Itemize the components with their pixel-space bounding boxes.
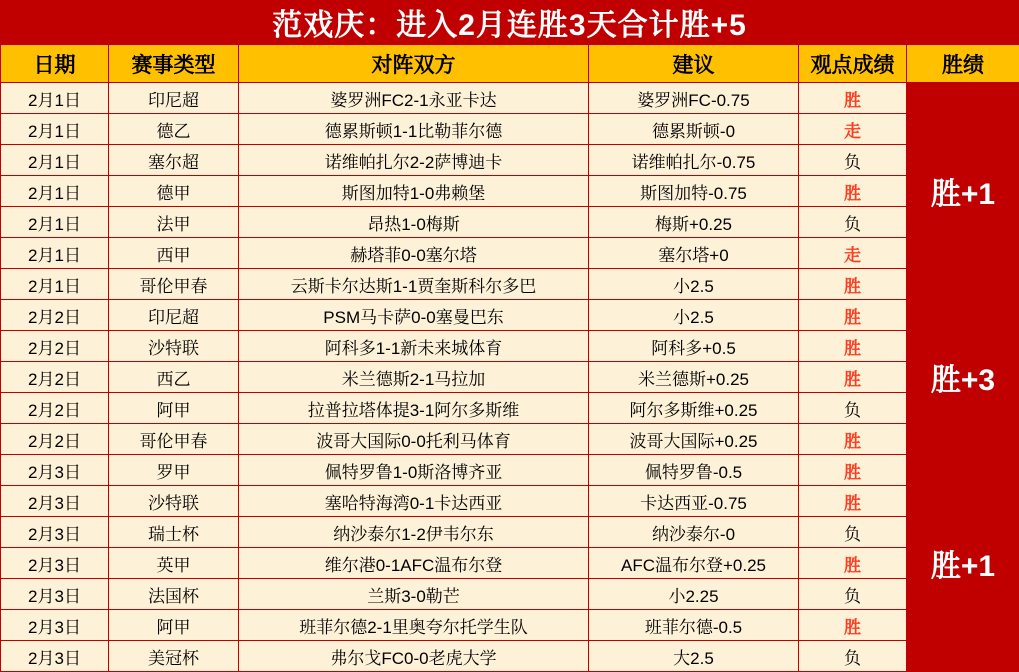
cell-league: 西甲 <box>109 238 239 269</box>
table-row <box>1 362 1019 393</box>
cell-match: PSM马卡萨0-0塞曼巴东 <box>239 300 589 331</box>
table-row <box>1 486 1019 517</box>
cell-result: 胜 <box>799 300 907 331</box>
cell-match: 波哥大国际0-0托利马体育 <box>239 424 589 455</box>
cell-league: 罗甲 <box>109 455 239 486</box>
table-row <box>1 114 1019 145</box>
cell-date: 2月2日 <box>1 331 109 362</box>
cell-advice: 大2.5 <box>589 641 799 672</box>
cell-match: 兰斯3-0勒芒 <box>239 579 589 610</box>
cell-advice: 佩特罗鲁-0.5 <box>589 455 799 486</box>
cell-league: 塞尔超 <box>109 145 239 176</box>
table-row <box>1 393 1019 424</box>
cell-result: 胜 <box>799 455 907 486</box>
cell-match: 米兰德斯2-1马拉加 <box>239 362 589 393</box>
cell-league: 法国杯 <box>109 579 239 610</box>
table-row <box>1 207 1019 238</box>
cell-league: 英甲 <box>109 548 239 579</box>
column-header-league: 赛事类型 <box>109 45 239 83</box>
cell-date: 2月2日 <box>1 300 109 331</box>
cell-match: 阿科多1-1新未来城体育 <box>239 331 589 362</box>
cell-date: 2月3日 <box>1 486 109 517</box>
cell-advice: 纳沙泰尔-0 <box>589 517 799 548</box>
cell-league: 瑞士杯 <box>109 517 239 548</box>
table-row <box>1 610 1019 641</box>
cell-result: 胜 <box>799 331 907 362</box>
cell-match: 维尔港0-1AFC温布尔登 <box>239 548 589 579</box>
cell-result: 走 <box>799 114 907 145</box>
cell-league: 哥伦甲春 <box>109 424 239 455</box>
cell-result: 走 <box>799 238 907 269</box>
cell-result: 胜 <box>799 610 907 641</box>
table-row <box>1 331 1019 362</box>
cell-date: 2月3日 <box>1 579 109 610</box>
cell-advice: 卡达西亚-0.75 <box>589 486 799 517</box>
cell-date: 2月2日 <box>1 362 109 393</box>
table-row <box>1 269 1019 300</box>
cell-streak: 胜+1 <box>907 83 1019 300</box>
cell-result: 胜 <box>799 269 907 300</box>
cell-advice: 小2.5 <box>589 269 799 300</box>
cell-advice: 小2.25 <box>589 579 799 610</box>
cell-date: 2月1日 <box>1 114 109 145</box>
cell-match: 德累斯顿1-1比勒菲尔德 <box>239 114 589 145</box>
cell-league: 沙特联 <box>109 331 239 362</box>
cell-advice: 阿科多+0.5 <box>589 331 799 362</box>
cell-date: 2月3日 <box>1 517 109 548</box>
table-row <box>1 455 1019 486</box>
cell-match: 塞哈特海湾0-1卡达西亚 <box>239 486 589 517</box>
cell-match: 昂热1-0梅斯 <box>239 207 589 238</box>
cell-date: 2月3日 <box>1 610 109 641</box>
cell-advice: 米兰德斯+0.25 <box>589 362 799 393</box>
cell-date: 2月2日 <box>1 393 109 424</box>
cell-league: 哥伦甲春 <box>109 269 239 300</box>
cell-result: 负 <box>799 517 907 548</box>
table-row <box>1 517 1019 548</box>
cell-result: 胜 <box>799 83 907 114</box>
cell-league: 印尼超 <box>109 83 239 114</box>
cell-date: 2月1日 <box>1 83 109 114</box>
table-row <box>1 176 1019 207</box>
table-row <box>1 238 1019 269</box>
cell-date: 2月1日 <box>1 145 109 176</box>
cell-result: 负 <box>799 641 907 672</box>
table-row <box>1 145 1019 176</box>
column-header-advice: 建议 <box>589 45 799 83</box>
cell-result: 负 <box>799 207 907 238</box>
cell-match: 班菲尔德2-1里奥夸尔托学生队 <box>239 610 589 641</box>
cell-streak: 胜+3 <box>907 300 1019 455</box>
cell-result: 胜 <box>799 548 907 579</box>
cell-advice: 班菲尔德-0.5 <box>589 610 799 641</box>
cell-result: 胜 <box>799 362 907 393</box>
table-row <box>1 548 1019 579</box>
cell-advice: 诺维帕扎尔-0.75 <box>589 145 799 176</box>
cell-league: 法甲 <box>109 207 239 238</box>
cell-advice: 塞尔塔+0 <box>589 238 799 269</box>
cell-league: 美冠杯 <box>109 641 239 672</box>
table-row <box>1 579 1019 610</box>
cell-result: 胜 <box>799 176 907 207</box>
cell-streak: 胜+1 <box>907 455 1019 672</box>
cell-match: 纳沙泰尔1-2伊韦尔东 <box>239 517 589 548</box>
cell-advice: 德累斯顿-0 <box>589 114 799 145</box>
cell-advice: AFC温布尔登+0.25 <box>589 548 799 579</box>
results-table <box>0 44 1019 672</box>
cell-match: 斯图加特1-0弗赖堡 <box>239 176 589 207</box>
cell-date: 2月2日 <box>1 424 109 455</box>
cell-date: 2月3日 <box>1 548 109 579</box>
cell-date: 2月3日 <box>1 455 109 486</box>
page-title <box>0 0 1019 44</box>
table-row <box>1 83 1019 114</box>
cell-league: 德甲 <box>109 176 239 207</box>
cell-result: 胜 <box>799 424 907 455</box>
cell-date: 2月3日 <box>1 641 109 672</box>
page-title-text: 范戏庆：进入2月连胜3天合计胜+5 <box>272 0 747 44</box>
cell-league: 西乙 <box>109 362 239 393</box>
cell-match: 弗尔戈FC0-0老虎大学 <box>239 641 589 672</box>
column-header-result: 观点成绩 <box>799 45 907 83</box>
cell-match: 赫塔菲0-0塞尔塔 <box>239 238 589 269</box>
cell-advice: 斯图加特-0.75 <box>589 176 799 207</box>
cell-match: 云斯卡尔达斯1-1贾奎斯科尔多巴 <box>239 269 589 300</box>
cell-date: 2月1日 <box>1 176 109 207</box>
cell-match: 诺维帕扎尔2-2萨博迪卡 <box>239 145 589 176</box>
cell-league: 印尼超 <box>109 300 239 331</box>
column-header-streak: 胜绩 <box>907 45 1019 83</box>
cell-date: 2月1日 <box>1 207 109 238</box>
cell-result: 负 <box>799 393 907 424</box>
column-header-date: 日期 <box>1 45 109 83</box>
cell-date: 2月1日 <box>1 238 109 269</box>
table-row <box>1 641 1019 672</box>
cell-result: 胜 <box>799 486 907 517</box>
cell-advice: 阿尔多斯维+0.25 <box>589 393 799 424</box>
cell-advice: 梅斯+0.25 <box>589 207 799 238</box>
table-header-row <box>1 45 1019 83</box>
cell-league: 德乙 <box>109 114 239 145</box>
cell-match: 佩特罗鲁1-0斯洛博齐亚 <box>239 455 589 486</box>
column-header-match: 对阵双方 <box>239 45 589 83</box>
table-row <box>1 424 1019 455</box>
cell-league: 沙特联 <box>109 486 239 517</box>
table-header <box>1 45 1019 83</box>
cell-league: 阿甲 <box>109 610 239 641</box>
cell-match: 婆罗洲FC2-1永亚卡达 <box>239 83 589 114</box>
cell-match: 拉普拉塔体提3-1阿尔多斯维 <box>239 393 589 424</box>
cell-date: 2月1日 <box>1 269 109 300</box>
cell-result: 负 <box>799 579 907 610</box>
cell-result: 负 <box>799 145 907 176</box>
table-body <box>1 83 1019 672</box>
cell-advice: 婆罗洲FC-0.75 <box>589 83 799 114</box>
cell-league: 阿甲 <box>109 393 239 424</box>
cell-advice: 波哥大国际+0.25 <box>589 424 799 455</box>
table-row <box>1 300 1019 331</box>
cell-advice: 小2.5 <box>589 300 799 331</box>
